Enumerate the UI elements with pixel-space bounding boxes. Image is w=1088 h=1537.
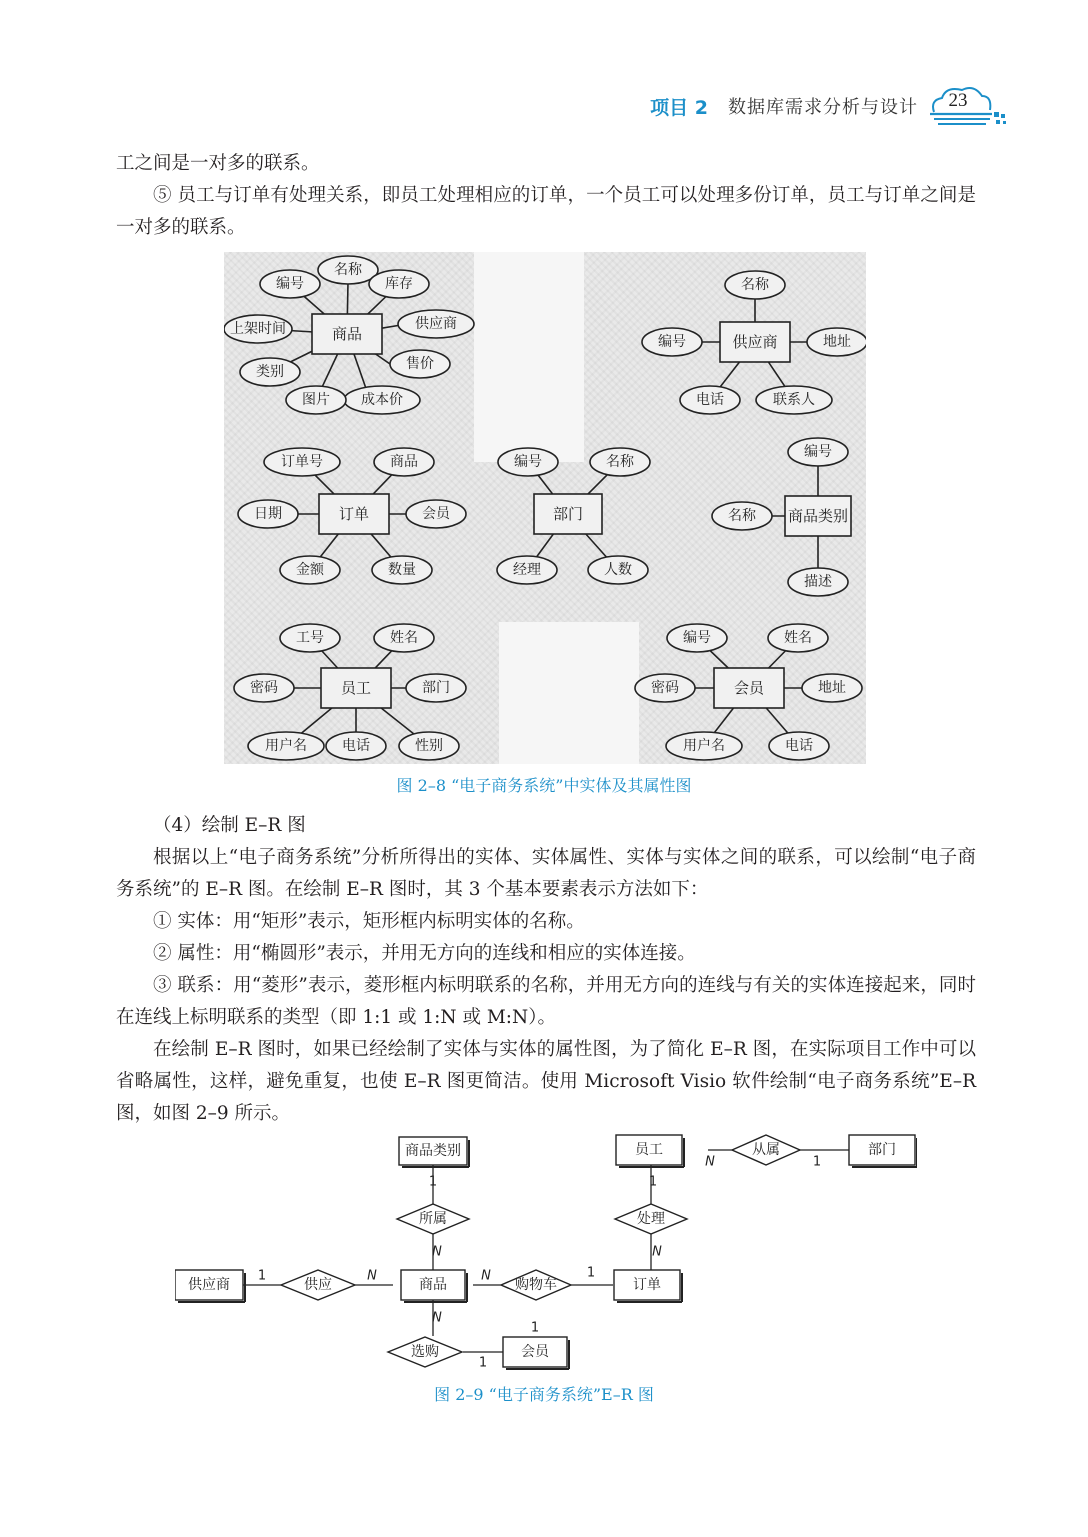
header-chapter: 数据库需求分析与设计	[728, 97, 918, 118]
er-relationship-label: 处理	[637, 1211, 665, 1227]
figure-2-8-caption: 图 2–8 “电子商务系统”中实体及其属性图	[396, 776, 692, 795]
er-relationship-label: 选购	[411, 1344, 439, 1360]
er-diagram	[175, 1130, 917, 1372]
figure-2-8	[224, 252, 866, 764]
attribute-label: 描述	[804, 574, 832, 590]
entity-label: 会员	[733, 679, 765, 697]
attribute-label: 编号	[658, 334, 686, 350]
paragraph: 在绘制 E–R 图时，如果已经绘制了实体与实体的属性图，为了简化 E–R 图，在实际项目工作中可以省略属性，这样，避免重复，也使 E–R 图更简洁。使用 Microsoft Visio 软件绘制“电子商务系统”E–R 图，如图 2–9 所示。	[116, 1039, 976, 1124]
entity-label: 部门	[552, 505, 584, 523]
cardinality-label: N	[652, 1244, 662, 1260]
attribute-label: 编号	[514, 454, 542, 470]
page-header	[650, 84, 1010, 128]
attribute-label: 用户名	[265, 738, 307, 754]
attribute-label: 密码	[250, 680, 278, 696]
attribute-label: 用户名	[683, 738, 725, 754]
attribute-label: 上架时间	[230, 321, 286, 337]
attribute-label: 售价	[406, 356, 434, 372]
attribute-label: 密码	[651, 680, 679, 696]
figure-2-9-caption: 图 2–9 “电子商务系统”E–R 图	[434, 1385, 654, 1404]
cardinality-label: N	[432, 1244, 442, 1260]
attribute-label: 编号	[804, 444, 832, 460]
attribute-label: 地址	[818, 680, 846, 696]
paragraph: ① 实体：用“矩形”表示，矩形框内标明实体的名称。	[153, 911, 585, 932]
cardinality-label: 1	[812, 1154, 822, 1170]
attribute-label: 库存	[385, 276, 413, 292]
figure-2-9	[175, 1130, 917, 1372]
cardinality-label: N	[367, 1268, 377, 1284]
er-entity-label: 订单	[633, 1277, 661, 1293]
er-entity-label: 部门	[868, 1142, 896, 1158]
header-project: 项目 2	[650, 96, 708, 119]
attribute-label: 地址	[823, 334, 851, 350]
attribute-label: 名称	[741, 277, 769, 293]
attribute-label: 会员	[422, 506, 450, 522]
attribute-label: 名称	[334, 262, 362, 278]
attribute-label: 金额	[296, 562, 324, 578]
entity-label: 供应商	[732, 333, 778, 351]
entity-attribute-diagram	[224, 252, 866, 764]
attribute-label: 姓名	[390, 630, 418, 646]
paragraph: ③ 联系：用“菱形”表示，菱形框内标明联系的名称，并用无方向的连线与有关的实体连接起来，同时在连线上标明联系的类型（即 1:1 或 1:N 或 M:N）。	[116, 975, 976, 1028]
cardinality-label: 1	[478, 1355, 488, 1371]
cardinality-label: N	[481, 1268, 491, 1284]
text-block-top	[116, 148, 976, 244]
attribute-label: 日期	[254, 506, 282, 522]
paragraph: ② 属性：用“椭圆形”表示，并用无方向的连线和相应的实体连接。	[153, 943, 696, 964]
attribute-label: 编号	[683, 630, 711, 646]
text-block-middle	[116, 810, 976, 1130]
entity-label: 订单	[338, 505, 370, 523]
attribute-label: 电话	[696, 392, 724, 408]
cardinality-label: N	[432, 1310, 442, 1326]
attribute-label: 编号	[276, 276, 304, 292]
attribute-label: 部门	[422, 680, 450, 696]
attribute-label: 订单号	[281, 454, 323, 470]
er-relationship-label: 购物车	[515, 1277, 557, 1293]
attribute-label: 性别	[415, 738, 443, 754]
cardinality-label: 1	[257, 1268, 267, 1284]
entity-label: 员工	[340, 679, 372, 697]
attribute-label: 商品	[390, 454, 418, 470]
cardinality-label: N	[705, 1154, 715, 1170]
section-title: （4）绘制 E–R 图	[153, 815, 306, 836]
paragraph: 根据以上“电子商务系统”分析所得出的实体、实体属性、实体与实体之间的联系，可以绘制“电子商务系统”的 E–R 图。在绘制 E–R 图时，其 3 个基本要素表示方法如下：	[116, 847, 976, 900]
er-relationship-label: 所属	[419, 1211, 447, 1227]
attribute-label: 工号	[296, 630, 324, 646]
attribute-label: 数量	[388, 562, 416, 578]
attribute-label: 电话	[785, 738, 813, 754]
er-entity-label: 会员	[521, 1344, 549, 1360]
attribute-label: 名称	[606, 454, 634, 470]
er-entity-label: 商品类别	[405, 1143, 461, 1159]
er-entity-label: 供应商	[188, 1277, 230, 1293]
attribute-label: 类别	[256, 364, 284, 380]
page-number: 23	[948, 90, 968, 111]
attribute-label: 人数	[604, 562, 632, 578]
cardinality-label: 1	[586, 1265, 596, 1281]
er-entity-label: 商品	[419, 1277, 447, 1293]
cardinality-label: 1	[530, 1320, 540, 1336]
entity-label: 商品	[331, 325, 363, 343]
cloud-icon	[928, 84, 1010, 128]
attribute-label: 图片	[302, 392, 330, 408]
attribute-label: 电话	[342, 738, 370, 754]
attribute-label: 联系人	[773, 392, 815, 408]
attribute-label: 成本价	[361, 392, 403, 408]
attribute-label: 经理	[513, 562, 541, 578]
paragraph: 工之间是一对多的联系。	[116, 153, 320, 174]
attribute-label: 姓名	[784, 630, 812, 646]
entity-label: 商品类别	[787, 507, 849, 525]
er-relationship-label: 供应	[304, 1277, 332, 1293]
paragraph: ⑤ 员工与订单有处理关系，即员工处理相应的订单，一个员工可以处理多份订单，员工与订单之间是一对多的联系。	[116, 185, 976, 238]
attribute-label: 名称	[728, 508, 756, 524]
er-relationship-label: 从属	[752, 1142, 780, 1158]
cardinality-label: 1	[428, 1174, 438, 1190]
cardinality-label: 1	[648, 1174, 658, 1190]
attribute-label: 供应商	[415, 316, 457, 332]
er-entity-label: 员工	[635, 1142, 663, 1158]
